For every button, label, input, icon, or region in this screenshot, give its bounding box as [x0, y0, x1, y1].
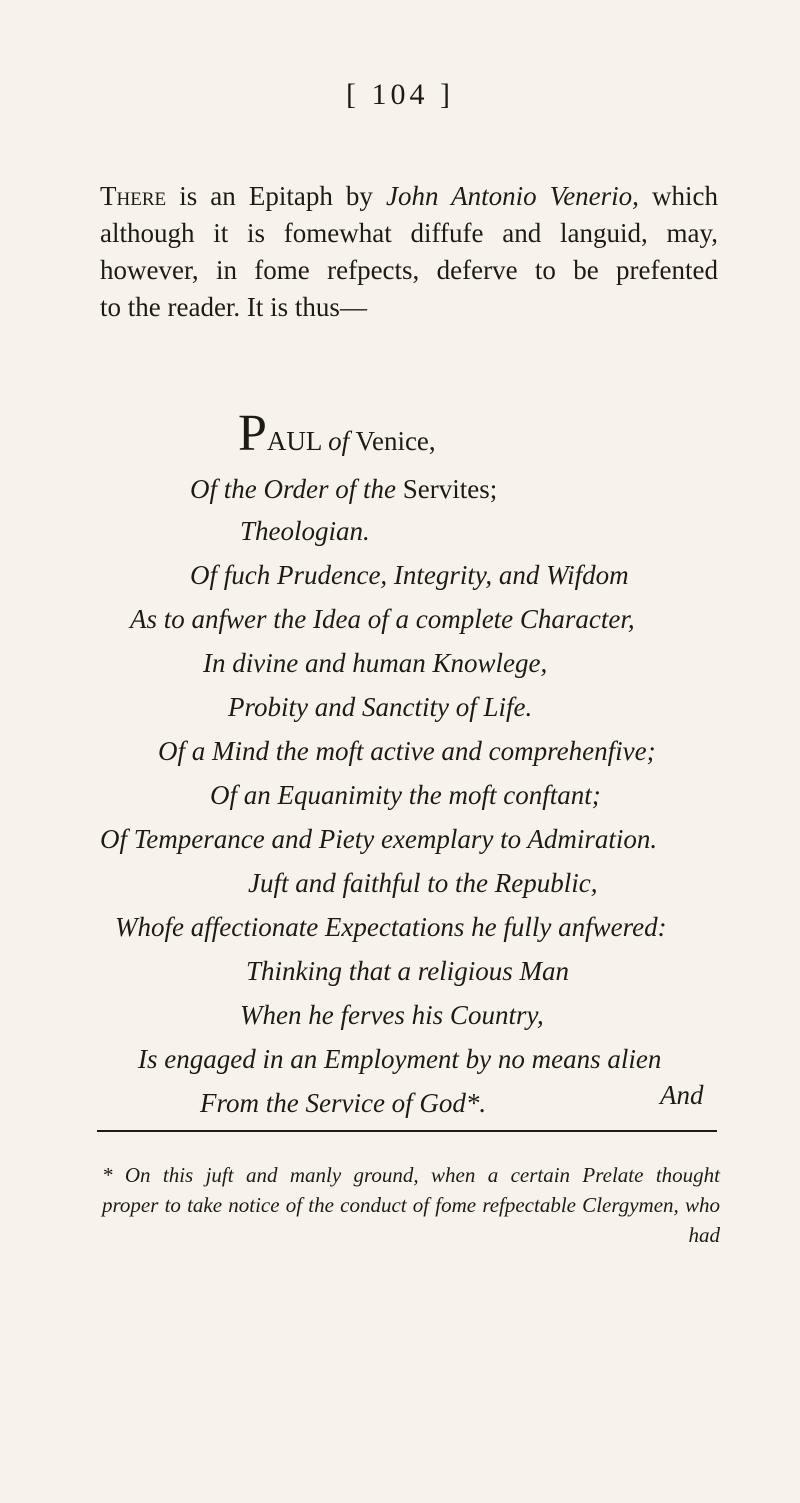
- epitaph-line: Whofe affectionate Expectations he fully anfwered:: [115, 912, 667, 942]
- epitaph-title: [238, 405, 436, 462]
- catchword: And: [660, 1080, 704, 1110]
- epitaph-line: Of Temperance and Piety exemplary to Admiration.: [100, 824, 658, 854]
- footnote: [102, 1160, 720, 1250]
- epitaph-line: [190, 468, 497, 510]
- epitaph-title-place: Venice,: [355, 426, 436, 456]
- epitaph-line: When he ferves his Country,: [240, 1000, 544, 1030]
- epitaph-line: Of fuch Prudence, Integrity, and Wifdom: [190, 560, 629, 590]
- footnote-line: proper to take notice of the conduct of fome refpectable Clergymen, who: [102, 1193, 720, 1217]
- epitaph-title-initial: P: [238, 405, 267, 462]
- intro-text-tail: which: [638, 181, 719, 211]
- footnote-line: had: [688, 1223, 720, 1247]
- epitaph-title-rest: AUL: [266, 426, 322, 456]
- intro-person-name: John Antonio Venerio,: [386, 181, 639, 211]
- intro-lead-word: There: [100, 181, 167, 211]
- epitaph-line: Juft and faithful to the Republic,: [248, 868, 598, 898]
- intro-text: is an Epitaph by: [166, 181, 387, 211]
- epitaph-title-of: of: [328, 426, 350, 456]
- epitaph-line: Theologian.: [240, 516, 370, 546]
- epitaph-line-roman: Servites;: [395, 474, 498, 504]
- epitaph-line: Probity and Sanctity of Life.: [228, 692, 533, 722]
- epitaph-line: Thinking that a religious Man: [246, 956, 569, 986]
- epitaph-line: Is engaged in an Employment by no means alien: [138, 1044, 662, 1074]
- epitaph-line: Of a Mind the moft active and comprehenfive;: [158, 736, 656, 766]
- intro-line: to the reader. It is thus—: [100, 292, 367, 322]
- intro-line: however, in fome refpects, deferve to be prefented: [100, 255, 718, 285]
- page-number: [ 104 ]: [346, 78, 454, 111]
- epitaph-line: In divine and human Knowlege,: [203, 648, 548, 678]
- footnote-rule: [97, 1130, 717, 1132]
- intro-paragraph: [100, 178, 718, 326]
- epitaph-line: Of an Equanimity the moft conftant;: [210, 780, 601, 810]
- epitaph-line-italic: Of the Order of the: [190, 474, 396, 504]
- epitaph-line: From the Service of God*.: [200, 1088, 487, 1118]
- intro-line: although it is fomewhat diffufe and languid, may,: [100, 218, 718, 248]
- epitaph-line: As to anfwer the Idea of a complete Character,: [130, 604, 635, 634]
- footnote-line: * On this juft and manly ground, when a certain Prelate thought: [102, 1163, 720, 1187]
- intro-line: [100, 178, 718, 215]
